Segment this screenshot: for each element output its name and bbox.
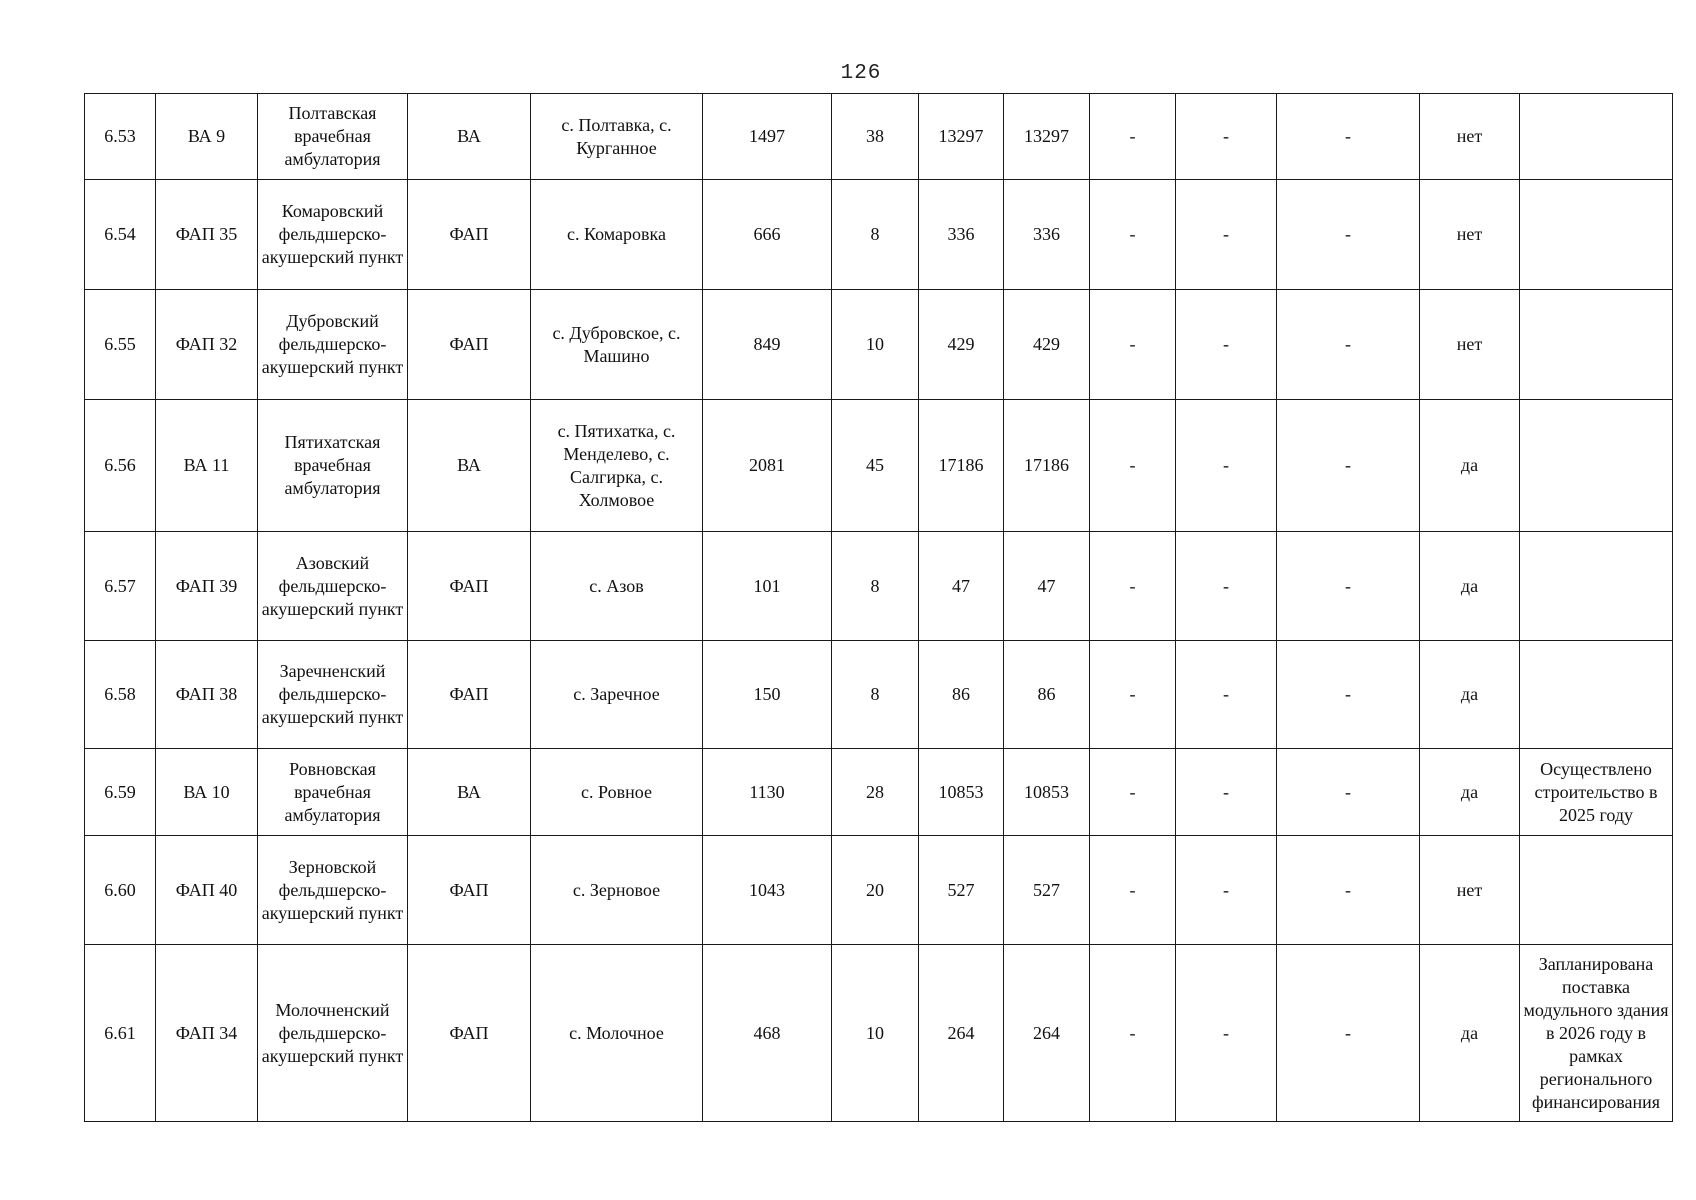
value-cell: 264 (919, 945, 1004, 1122)
settlements-cell: с. Ровное (531, 749, 703, 836)
dash-cell: - (1090, 290, 1176, 400)
yes-no-cell: нет (1420, 836, 1520, 945)
value-cell: 8 (832, 180, 919, 290)
facility-name-cell: Дубровский фельдшерско-акушерский пункт (258, 290, 408, 400)
table-row (85, 400, 1673, 532)
dash-cell: - (1277, 749, 1420, 836)
value-cell: 28 (832, 749, 919, 836)
facility-type-cell: ФАП (408, 290, 531, 400)
value-cell: 10853 (919, 749, 1004, 836)
row-number-cell: 6.55 (85, 290, 156, 400)
settlements-cell: с. Зерновое (531, 836, 703, 945)
value-cell: 10 (832, 290, 919, 400)
table-row (85, 532, 1673, 641)
value-cell: 47 (919, 532, 1004, 641)
facility-code-cell: ФАП 35 (156, 180, 258, 290)
value-cell: 666 (703, 180, 832, 290)
dash-cell: - (1090, 945, 1176, 1122)
facility-code-cell: ФАП 32 (156, 290, 258, 400)
facility-name-cell: Молочненский фельдшерско-акушерский пункт (258, 945, 408, 1122)
value-cell: 849 (703, 290, 832, 400)
value-cell: 101 (703, 532, 832, 641)
dash-cell: - (1277, 290, 1420, 400)
dash-cell: - (1090, 94, 1176, 180)
settlements-cell: с. Азов (531, 532, 703, 641)
value-cell: 1497 (703, 94, 832, 180)
row-number-cell: 6.61 (85, 945, 156, 1122)
dash-cell: - (1176, 836, 1277, 945)
dash-cell: - (1176, 94, 1277, 180)
value-cell: 264 (1004, 945, 1090, 1122)
dash-cell: - (1277, 641, 1420, 749)
facility-name-cell: Азовский фельдшерско-акушерский пункт (258, 532, 408, 641)
table-row (85, 641, 1673, 749)
facility-type-cell: ВА (408, 94, 531, 180)
value-cell: 17186 (1004, 400, 1090, 532)
value-cell: 20 (832, 836, 919, 945)
value-cell: 47 (1004, 532, 1090, 641)
note-cell (1520, 400, 1673, 532)
dash-cell: - (1090, 836, 1176, 945)
table-row (85, 749, 1673, 836)
table-row (85, 94, 1673, 180)
dash-cell: - (1277, 94, 1420, 180)
value-cell: 1130 (703, 749, 832, 836)
dash-cell: - (1277, 400, 1420, 532)
note-cell (1520, 532, 1673, 641)
facility-type-cell: ФАП (408, 836, 531, 945)
value-cell: 468 (703, 945, 832, 1122)
yes-no-cell: да (1420, 400, 1520, 532)
yes-no-cell: да (1420, 749, 1520, 836)
medical-facilities-table (84, 93, 1673, 1122)
yes-no-cell: да (1420, 641, 1520, 749)
dash-cell: - (1277, 945, 1420, 1122)
dash-cell: - (1277, 180, 1420, 290)
value-cell: 2081 (703, 400, 832, 532)
facility-name-cell: Комаровский фельдшерско-акушерский пункт (258, 180, 408, 290)
dash-cell: - (1277, 532, 1420, 641)
value-cell: 86 (1004, 641, 1090, 749)
row-number-cell: 6.56 (85, 400, 156, 532)
page-number: 126 (840, 62, 882, 85)
value-cell: 527 (919, 836, 1004, 945)
settlements-cell: с. Комаровка (531, 180, 703, 290)
facility-type-cell: ВА (408, 400, 531, 532)
row-number-cell: 6.53 (85, 94, 156, 180)
facility-code-cell: ВА 11 (156, 400, 258, 532)
yes-no-cell: нет (1420, 290, 1520, 400)
facility-code-cell: ВА 9 (156, 94, 258, 180)
settlements-cell: с. Молочное (531, 945, 703, 1122)
value-cell: 150 (703, 641, 832, 749)
facility-name-cell: Ровновская врачебная амбулатория (258, 749, 408, 836)
yes-no-cell: нет (1420, 180, 1520, 290)
row-number-cell: 6.54 (85, 180, 156, 290)
yes-no-cell: нет (1420, 94, 1520, 180)
facility-code-cell: ВА 10 (156, 749, 258, 836)
dash-cell: - (1090, 180, 1176, 290)
note-cell: Осуществлено строительство в 2025 году (1520, 749, 1673, 836)
yes-no-cell: да (1420, 945, 1520, 1122)
dash-cell: - (1277, 836, 1420, 945)
dash-cell: - (1176, 400, 1277, 532)
value-cell: 336 (919, 180, 1004, 290)
facility-code-cell: ФАП 39 (156, 532, 258, 641)
value-cell: 429 (919, 290, 1004, 400)
facility-name-cell: Заречненский фельдшерско-акушерский пункт (258, 641, 408, 749)
facility-type-cell: ФАП (408, 180, 531, 290)
facility-name-cell: Зерновской фельдшерско-акушерский пункт (258, 836, 408, 945)
value-cell: 45 (832, 400, 919, 532)
dash-cell: - (1090, 749, 1176, 836)
settlements-cell: с. Пятихатка, с. Менделево, с. Салгирка, с. Холмовое (531, 400, 703, 532)
dash-cell: - (1176, 749, 1277, 836)
value-cell: 10 (832, 945, 919, 1122)
value-cell: 1043 (703, 836, 832, 945)
value-cell: 13297 (919, 94, 1004, 180)
note-cell (1520, 290, 1673, 400)
facility-code-cell: ФАП 38 (156, 641, 258, 749)
row-number-cell: 6.59 (85, 749, 156, 836)
facility-code-cell: ФАП 40 (156, 836, 258, 945)
facility-name-cell: Полтавская врачебная амбулатория (258, 94, 408, 180)
facility-name-cell: Пятихатская врачебная амбулатория (258, 400, 408, 532)
dash-cell: - (1176, 180, 1277, 290)
dash-cell: - (1176, 641, 1277, 749)
dash-cell: - (1176, 290, 1277, 400)
yes-no-cell: да (1420, 532, 1520, 641)
note-cell (1520, 836, 1673, 945)
table-row (85, 180, 1673, 290)
dash-cell: - (1176, 945, 1277, 1122)
table-row (85, 945, 1673, 1122)
note-cell (1520, 641, 1673, 749)
value-cell: 8 (832, 641, 919, 749)
value-cell: 429 (1004, 290, 1090, 400)
table-row (85, 836, 1673, 945)
value-cell: 13297 (1004, 94, 1090, 180)
value-cell: 8 (832, 532, 919, 641)
row-number-cell: 6.60 (85, 836, 156, 945)
table-row (85, 290, 1673, 400)
value-cell: 38 (832, 94, 919, 180)
value-cell: 10853 (1004, 749, 1090, 836)
facility-code-cell: ФАП 34 (156, 945, 258, 1122)
settlements-cell: с. Заречное (531, 641, 703, 749)
facility-type-cell: ФАП (408, 945, 531, 1122)
facility-type-cell: ФАП (408, 532, 531, 641)
facility-type-cell: ФАП (408, 641, 531, 749)
dash-cell: - (1176, 532, 1277, 641)
value-cell: 86 (919, 641, 1004, 749)
value-cell: 336 (1004, 180, 1090, 290)
settlements-cell: с. Дубровское, с. Машино (531, 290, 703, 400)
note-cell (1520, 180, 1673, 290)
row-number-cell: 6.57 (85, 532, 156, 641)
dash-cell: - (1090, 532, 1176, 641)
facility-type-cell: ВА (408, 749, 531, 836)
value-cell: 17186 (919, 400, 1004, 532)
settlements-cell: с. Полтавка, с. Курганное (531, 94, 703, 180)
dash-cell: - (1090, 641, 1176, 749)
note-cell (1520, 94, 1673, 180)
note-cell: Запланирована поставка модульного здания в 2026 году в рамках регионального финансирования (1520, 945, 1673, 1122)
value-cell: 527 (1004, 836, 1090, 945)
row-number-cell: 6.58 (85, 641, 156, 749)
dash-cell: - (1090, 400, 1176, 532)
